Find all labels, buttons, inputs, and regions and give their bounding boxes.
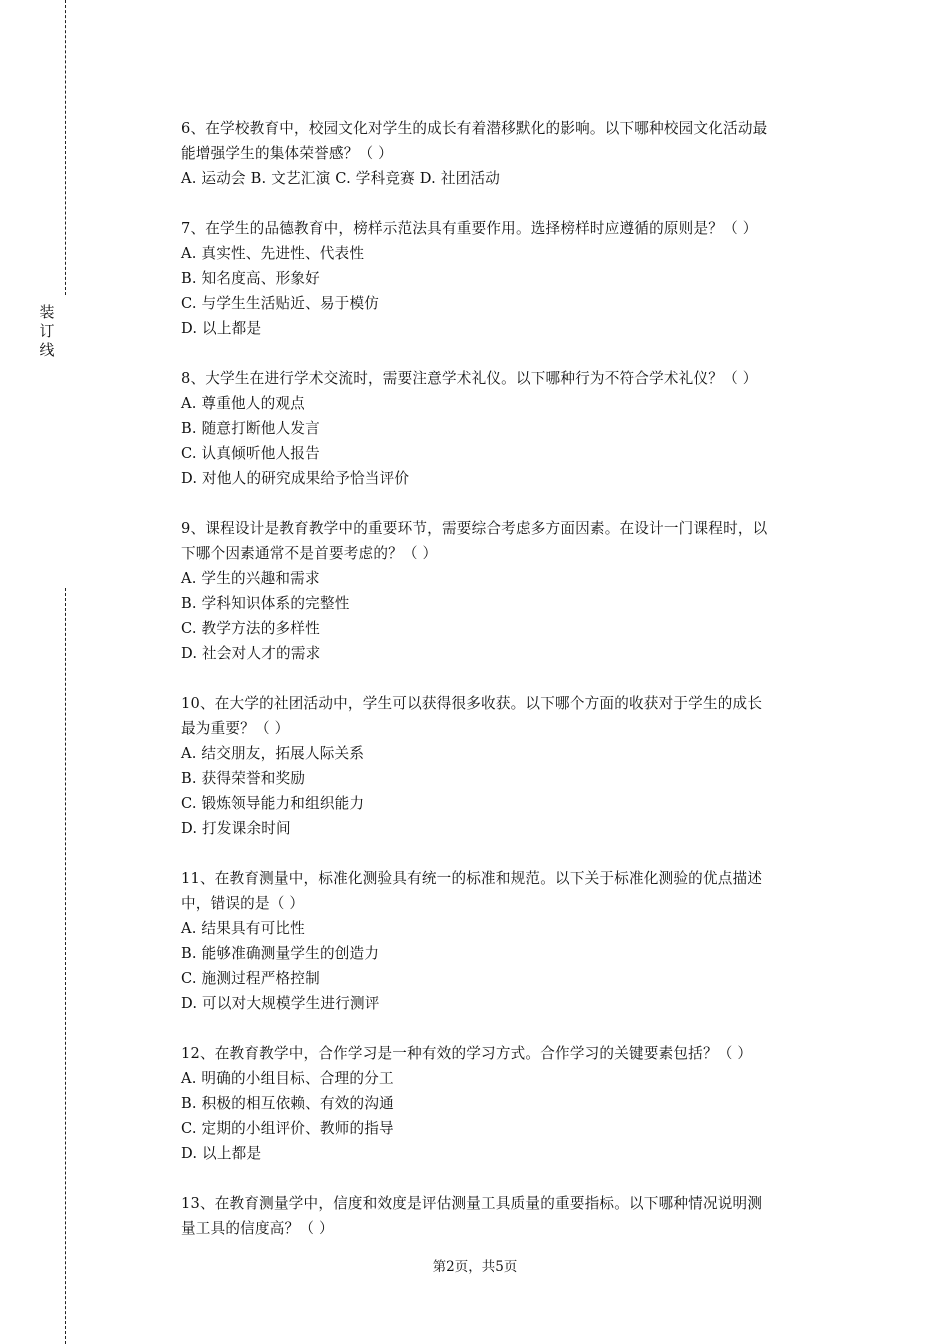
question-9: [181, 516, 841, 666]
question-stem-line: 下哪个因素通常不是首要考虑的？（ ）: [181, 545, 438, 562]
question-option: C. 锻炼领导能力和组织能力: [181, 795, 365, 812]
question-option: C. 定期的小组评价、教师的指导: [181, 1120, 394, 1137]
question-option: A. 结果具有可比性: [181, 920, 305, 937]
question-stem-line: 12、在教育教学中，合作学习是一种有效的学习方式。合作学习的关键要素包括？（ ）: [181, 1045, 753, 1062]
question-option: B. 获得荣誉和奖励: [181, 770, 306, 787]
question-option: B. 随意打断他人发言: [181, 420, 320, 437]
question-option: A. 运动会 B. 文艺汇演 C. 学科竞赛 D. 社团活动: [181, 170, 501, 187]
question-option: A. 学生的兴趣和需求: [181, 570, 320, 587]
question-stem-line: 11、在教育测量中，标准化测验具有统一的标准和规范。以下关于标准化测验的优点描述: [181, 870, 763, 887]
question-stem-line: 最为重要？（ ）: [181, 720, 290, 737]
question-stem-line: 6、在学校教育中，校园文化对学生的成长有着潜移默化的影响。以下哪种校园文化活动最: [181, 120, 768, 137]
question-stem-line: 7、在学生的品德教育中，榜样示范法具有重要作用。选择榜样时应遵循的原则是？（ ）: [181, 220, 758, 237]
binding-dashed-line-bottom: [65, 588, 66, 1344]
question-option: C. 教学方法的多样性: [181, 620, 320, 637]
question-stem-line: 能增强学生的集体荣誉感？（ ）: [181, 145, 393, 162]
question-option: C. 施测过程严格控制: [181, 970, 320, 987]
question-stem-line: 9、课程设计是教育教学中的重要环节，需要综合考虑多方面因素。在设计一门课程时，以: [181, 520, 768, 537]
question-13: [181, 1191, 841, 1241]
question-option: D. 打发课余时间: [181, 820, 291, 837]
question-11: [181, 866, 841, 1016]
question-stem-line: 中，错误的是（ ）: [181, 895, 305, 912]
question-option: B. 能够准确测量学生的创造力: [181, 945, 380, 962]
question-option: A. 真实性、先进性、代表性: [181, 245, 365, 262]
question-stem-line: 13、在教育测量学中，信度和效度是评估测量工具质量的重要指标。以下哪种情况说明测: [181, 1195, 763, 1212]
question-option: A. 尊重他人的观点: [181, 395, 305, 412]
question-option: D. 以上都是: [181, 320, 262, 337]
binding-dashed-line-top: [65, 0, 66, 295]
question-stem-line: 10、在大学的社团活动中，学生可以获得很多收获。以下哪个方面的收获对于学生的成长: [181, 695, 763, 712]
question-option: C. 与学生生活贴近、易于模仿: [181, 295, 380, 312]
question-option: B. 积极的相互依赖、有效的沟通: [181, 1095, 394, 1112]
binding-line-label: 装订线: [39, 303, 55, 359]
question-option: B. 知名度高、形象好: [181, 270, 320, 287]
question-option: A. 结交朋友，拓展人际关系: [181, 745, 365, 762]
question-stem-line: 8、大学生在进行学术交流时，需要注意学术礼仪。以下哪种行为不符合学术礼仪？（ ）: [181, 370, 758, 387]
question-option: D. 社会对人才的需求: [181, 645, 321, 662]
question-6: [181, 116, 841, 191]
page-number: 第2页，共5页: [432, 1259, 518, 1275]
question-option: A. 明确的小组目标、合理的分工: [181, 1070, 394, 1087]
question-option: C. 认真倾听他人报告: [181, 445, 320, 462]
question-option: D. 可以对大规模学生进行测评: [181, 995, 380, 1012]
question-stem-line: 量工具的信度高？（ ）: [181, 1220, 334, 1237]
question-option: B. 学科知识体系的完整性: [181, 595, 350, 612]
question-list: [181, 116, 841, 1266]
question-8: [181, 366, 841, 491]
question-7: [181, 216, 841, 341]
question-12: [181, 1041, 841, 1166]
question-10: [181, 691, 841, 841]
question-option: D. 以上都是: [181, 1145, 262, 1162]
question-option: D. 对他人的研究成果给予恰当评价: [181, 470, 410, 487]
